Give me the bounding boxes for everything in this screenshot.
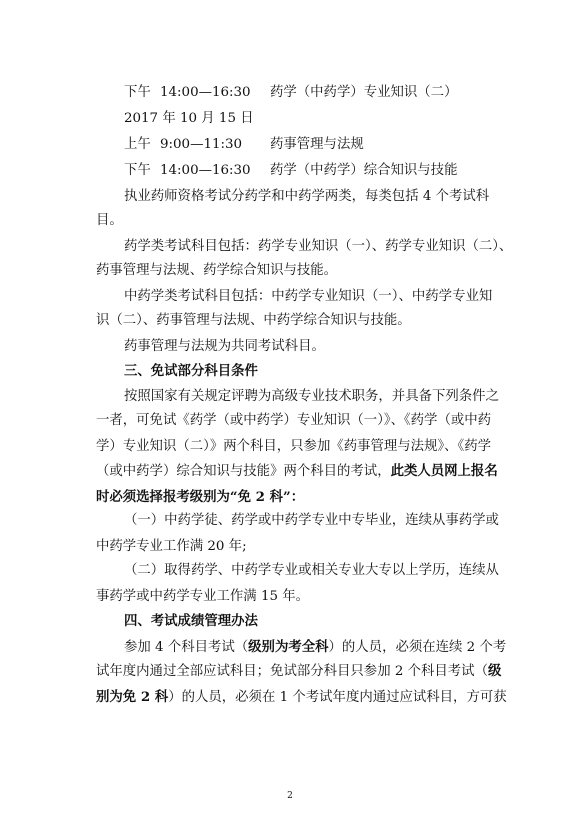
text: ）的人员，必须在 1 个考试年度内通过应试科目，方可获 xyxy=(168,690,507,705)
schedule-row-1 xyxy=(124,84,516,102)
para1-line1: 执业药师资格考试分药学和中药学两类，每类包括 4 个考试科 xyxy=(124,189,490,204)
section3-p1-line2: 一者，可免试《药学（或中药学）专业知识（一）》、《药学（或中药 xyxy=(96,413,492,428)
subject: 药学（中药学）专业知识（二） xyxy=(270,85,458,100)
bold-text: 级别为考全科 xyxy=(248,639,329,655)
schedule-row-3 xyxy=(124,162,516,180)
text: 试年度内通过全部应试科目；免试部分科目只参加 2 个科目考试（ xyxy=(96,664,488,679)
bold-text: 别为免 2 科 xyxy=(96,689,169,705)
text: 参加 4 个科目考试（ xyxy=(124,640,249,655)
time: 14:00—16:30 xyxy=(160,85,251,100)
subject: 药学（中药学）综合知识与技能 xyxy=(270,163,458,178)
section3-p1-line5: 时必须选择报考级别为“免 2 科”： xyxy=(96,489,305,505)
para2-line2: 药事管理与法规、药学综合知识与技能。 xyxy=(96,263,338,278)
para2-line1: 药学类考试科目包括：药学专业知识（一）、药学专业知识（二）、 xyxy=(124,239,513,254)
text: ）的人员，必须在连续 2 个考 xyxy=(328,640,507,655)
section4-p1-line2 xyxy=(96,662,502,681)
bold-text: 级 xyxy=(487,663,502,679)
schedule-date: 2017 年 10 月 15 日 xyxy=(124,111,254,126)
section3-heading: 三、免试部分科目条件 xyxy=(124,363,258,379)
period: 上午 xyxy=(124,137,151,152)
subject: 药事管理与法规 xyxy=(270,137,364,152)
section4-heading: 四、考试成绩管理办法 xyxy=(124,613,258,629)
para3-line1: 中药学类考试科目包括：中药学专业知识（一）、中药学专业知 xyxy=(124,289,493,304)
section4-p1-line3 xyxy=(96,688,507,707)
schedule-row-2 xyxy=(124,136,516,154)
period: 下午 xyxy=(124,85,151,100)
para3-line2: 识（二）、药事管理与法规、中药学综合知识与技能。 xyxy=(96,313,411,328)
period: 下午 xyxy=(124,163,151,178)
bold-text: 此类人员网上报名 xyxy=(390,463,498,479)
para4: 药事管理与法规为共同考试科目。 xyxy=(124,339,325,354)
section3-p1-line3: 学）专业知识（二）》两个科目，只参加《药事管理与法规》、《药学 xyxy=(96,439,492,454)
time: 9:00—11:30 xyxy=(160,137,243,152)
item1-line1: （一）中药学徒、药学或中药学专业中专毕业，连续从事药学或 xyxy=(124,513,499,528)
item2-line2: 事药学或中药学专业工作满 15 年。 xyxy=(96,589,310,604)
time: 14:00—16:30 xyxy=(160,163,251,178)
text: （或中药学）综合知识与技能》两个科目的考试， xyxy=(96,464,391,479)
section3-p1-line4 xyxy=(96,462,498,481)
page-number: 2 xyxy=(287,791,293,801)
section3-p1-line1: 按照国家有关规定评聘为高级专业技术职务，并具备下列条件之 xyxy=(124,389,499,404)
para1-line2: 目。 xyxy=(96,213,123,228)
item1-line2: 中药学专业工作满 20 年; xyxy=(96,539,247,554)
item2-line1: （二）取得药学、中药学专业或相关专业大专以上学历，连续从 xyxy=(124,563,499,578)
section4-p1-line1 xyxy=(124,638,507,657)
